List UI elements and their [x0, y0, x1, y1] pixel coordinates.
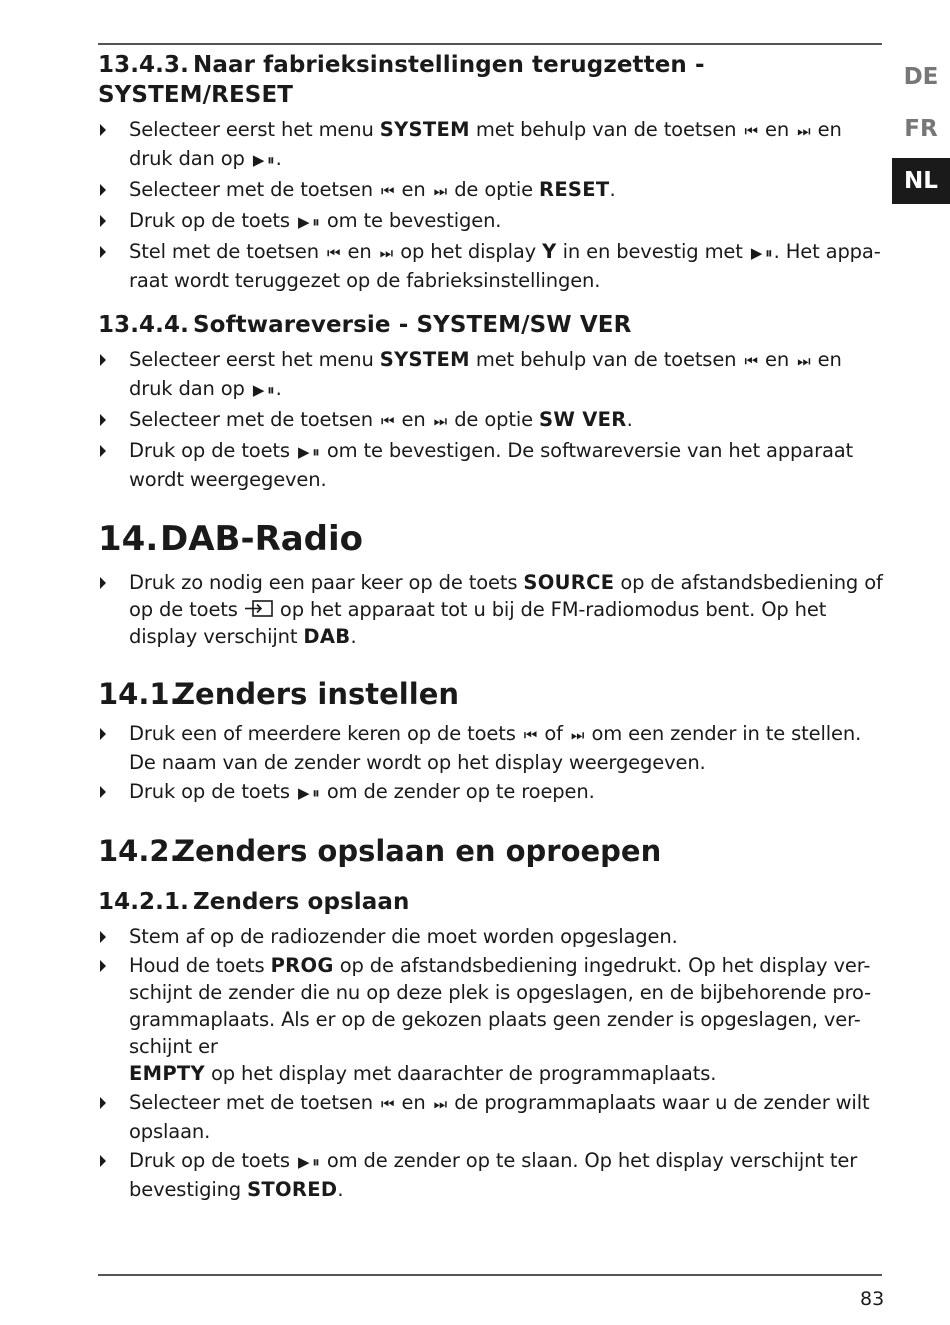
next-icon: ⏭	[433, 182, 447, 200]
play-pause-icon: ▶ ⏸	[252, 151, 274, 169]
list-item: Selecteer eerst het menu SYSTEM met behulp van de toetsen ⏮ en ⏭ en druk dan op ▶ ⏸ .	[98, 116, 884, 174]
list-item: Druk een of meerdere keren op de toets ⏮ of ⏭ om een zender in te stellen. De naam van de zender wordt op het display weergegeven.	[98, 720, 884, 776]
list-item: Stel met de toetsen ⏮ en ⏭ op het display Y in en bevestig met ▶ ⏸ . Het appa-raat wordt teruggezet op de fabrieksinstellingen.	[98, 238, 884, 294]
lang-tab-nl[interactable]: NL	[892, 158, 950, 204]
prev-icon: ⏮	[380, 412, 394, 430]
step-list	[98, 923, 884, 1203]
list-item: Selecteer met de toetsen ⏮ en ⏭ de programmaplaats waar u de zender wilt opslaan.	[98, 1089, 884, 1145]
play-pause-icon: ▶ ⏸	[252, 381, 274, 399]
list-item: Houd de toets PROG op de afstandsbediening ingedrukt. Op het display ver-schijnt de zender die nu op deze plek is opgeslagen, en de bijbehorende pro-grammaplaats. Als er op de gekozen plaats geen zender is opgeslagen, ver-schijnt er EMPTY op het display met daarachter de programmaplaats.	[98, 952, 884, 1087]
list-item: Druk op de toets ▶ ⏸ om de zender op te slaan. Op het display verschijnt ter bevestiging STORED.	[98, 1147, 884, 1203]
prev-icon: ⏮	[326, 244, 340, 262]
step-list	[98, 720, 884, 807]
next-icon: ⏭	[570, 726, 584, 744]
source-icon	[244, 599, 274, 619]
list-item: Selecteer eerst het menu SYSTEM met behulp van de toetsen ⏮ en ⏭ en druk dan op ▶ ⏸ .	[98, 346, 884, 404]
step-list	[98, 569, 884, 650]
chapter-heading-14: 14.DAB-Radio	[98, 519, 364, 559]
next-icon: ⏭	[797, 122, 810, 140]
prev-icon: ⏮	[380, 182, 394, 200]
prev-icon: ⏮	[744, 352, 757, 370]
step-list	[98, 116, 884, 294]
section-heading-14-2: 14.2.Zenders opslaan en oproepen	[98, 834, 662, 868]
play-pause-icon: ▶ ⏸	[298, 784, 319, 802]
list-item: Druk op de toets ▶ ⏸ om te bevestigen.	[98, 207, 884, 236]
list-item: Selecteer met de toetsen ⏮ en ⏭ de optie SW VER.	[98, 406, 884, 435]
page-number: 83	[860, 1288, 885, 1310]
section-heading-13-4-4: 13.4.4. Softwareversie - SYSTEM/SW VER	[98, 312, 632, 338]
play-pause-icon: ▶ ⏸	[298, 443, 319, 461]
bottom-rule	[98, 1274, 882, 1276]
prev-icon: ⏮	[380, 1095, 394, 1113]
play-pause-icon: ▶ ⏸	[750, 244, 772, 262]
top-rule	[98, 43, 882, 45]
list-item: Selecteer met de toetsen ⏮ en ⏭ de optie RESET.	[98, 176, 884, 205]
next-icon: ⏭	[797, 352, 810, 370]
lang-tab-fr[interactable]: FR	[904, 116, 938, 142]
lang-tab-de[interactable]: DE	[903, 64, 939, 90]
list-item: Druk op de toets ▶ ⏸ om de zender op te roepen.	[98, 778, 884, 807]
list-item: Druk op de toets ▶ ⏸ om te bevestigen. De softwareversie van het apparaat wordt weergegeven.	[98, 437, 884, 493]
section-heading-13-4-3: 13.4.3. Naar fabrieksinstellingen terugzetten - SYSTEM/RESET	[98, 52, 705, 108]
page-content	[98, 50, 884, 1205]
list-item: Druk zo nodig een paar keer op de toets SOURCE op de afstandsbediening of op de toets op het apparaat tot u bij de FM-radiomodus bent. Op het display verschijnt DAB.	[98, 569, 884, 650]
next-icon: ⏭	[433, 412, 447, 430]
section-heading-14-2-1: 14.2.1. Zenders opslaan	[98, 889, 410, 915]
prev-icon: ⏮	[523, 726, 537, 744]
next-icon: ⏭	[379, 244, 393, 262]
step-list	[98, 346, 884, 493]
next-icon: ⏭	[433, 1095, 447, 1113]
play-pause-icon: ▶ ⏸	[298, 1153, 319, 1171]
list-item: Stem af op de radiozender die moet worden opgeslagen.	[98, 923, 884, 950]
play-pause-icon: ▶ ⏸	[298, 213, 319, 231]
section-heading-14-1: 14.1.Zenders instellen	[98, 677, 460, 711]
prev-icon: ⏮	[744, 122, 757, 140]
